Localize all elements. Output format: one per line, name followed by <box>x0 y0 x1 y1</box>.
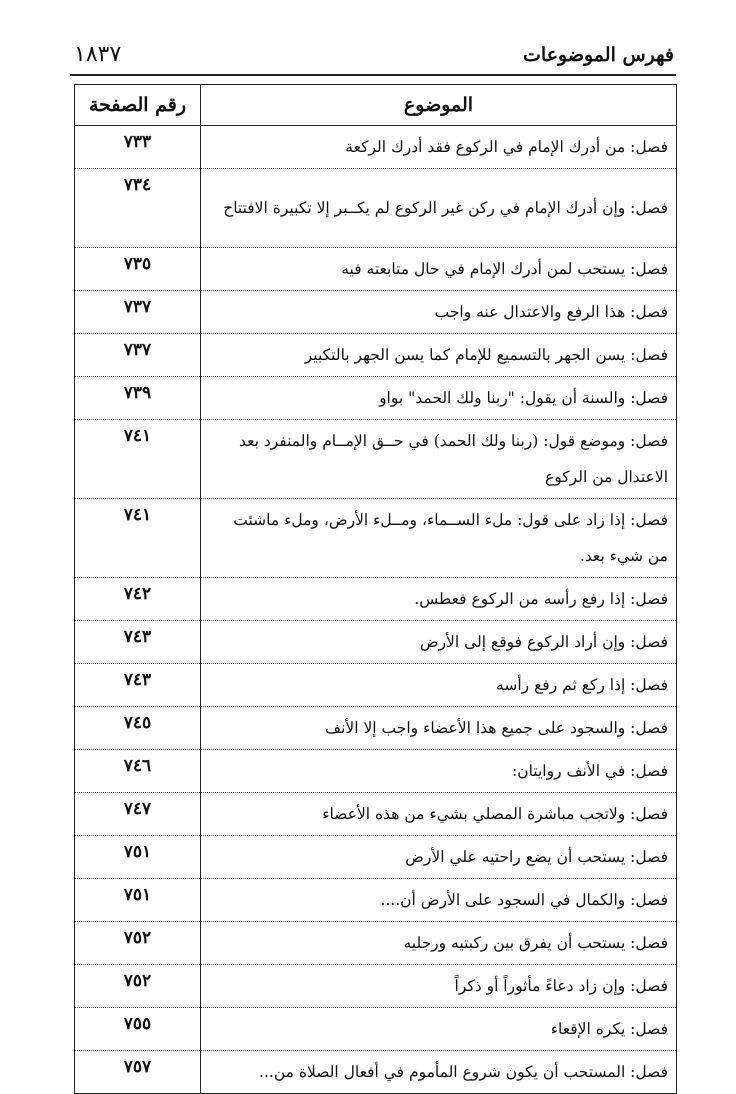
topic-cell: فصل: إذا رفع رأسه من الركوع فعطس. <box>201 578 677 621</box>
table-row <box>75 420 677 499</box>
topic-cell: فصل: يكره الإقعاء <box>201 1008 677 1051</box>
topic-cell: فصل: والسجود على جميع هذا الأعضاء واجب إلا الأنف <box>201 707 677 750</box>
page-cell: ٧٣٥ <box>75 248 201 291</box>
topic-cell: فصل: وإن أدرك الإمام في ركن غير الركوع لم يكــبر إلا تكبيرة الافتتاح <box>201 169 677 248</box>
topic-cell: فصل: إذا زاد على قول: ملء الســماء، ومــلء الأرض، وملء ماشئت من شيء بعد. <box>201 499 677 578</box>
table-row <box>75 879 677 922</box>
page-number: ١٨٣٧ <box>74 42 122 67</box>
page-header <box>70 40 676 76</box>
topic-cell: فصل: يسن الجهر بالتسميع للإمام كما يسن الجهر بالتكبير <box>201 334 677 377</box>
table-row <box>75 1008 677 1051</box>
running-title: فهرس الموضوعات <box>523 44 674 66</box>
topic-cell: فصل: في الأنف روايتان: <box>201 750 677 793</box>
topic-cell: فصل: يستحب أن يفرق بين ركبتيه ورجليه <box>201 922 677 965</box>
topic-cell: فصل: هذا الرفع والاعتدال عنه واجب <box>201 291 677 334</box>
page-cell: ٧٣٣ <box>75 126 201 169</box>
table-row <box>75 707 677 750</box>
page-cell: ٧٥٧ <box>75 1051 201 1094</box>
table-row <box>75 836 677 879</box>
table-row <box>75 1051 677 1094</box>
table-row <box>75 291 677 334</box>
topic-cell: فصل: إذا ركع ثم رفع رأسه <box>201 664 677 707</box>
table-row <box>75 578 677 621</box>
topic-cell: فصل: وموضع قول: (ربنا ولك الحمد) في حــق الإمــام والمنفرد بعد الاعتدال من الركوع <box>201 420 677 499</box>
table-row <box>75 334 677 377</box>
page-cell: ٧٤٦ <box>75 750 201 793</box>
topic-cell: فصل: والكمال في السجود على الأرض أن.... <box>201 879 677 922</box>
column-header-page: رقم الصفحة <box>75 85 201 126</box>
table-header-row <box>75 85 677 126</box>
topic-cell: فصل: وإن زاد دعاءً مأثوراً أو ذكراً <box>201 965 677 1008</box>
table-row <box>75 377 677 420</box>
page-cell: ٧٥٢ <box>75 922 201 965</box>
page-cell: ٧٤٧ <box>75 793 201 836</box>
table-row <box>75 965 677 1008</box>
topic-cell: فصل: وإن أراد الركوع فوقع إلى الأرض <box>201 621 677 664</box>
table-row <box>75 499 677 578</box>
page-cell: ٧٤١ <box>75 420 201 499</box>
page-cell: ٧٥١ <box>75 836 201 879</box>
topic-cell: فصل: يستحب أن يضع راحتيه علي الأرض <box>201 836 677 879</box>
topic-cell: فصل: المستحب أن يكون شروع المأموم في أفعال الصلاة من... <box>201 1051 677 1094</box>
toc-table <box>74 84 677 1094</box>
topic-cell: فصل: من أدرك الإمام في الركوع فقد أدرك الركعة <box>201 126 677 169</box>
page-cell: ٧٣٧ <box>75 291 201 334</box>
page-cell: ٧٤١ <box>75 499 201 578</box>
page-cell: ٧٤٣ <box>75 664 201 707</box>
page-cell: ٧٣٤ <box>75 169 201 248</box>
table-row <box>75 793 677 836</box>
column-header-topic: الموضوع <box>201 85 677 126</box>
page-cell: ٧٤٢ <box>75 578 201 621</box>
topic-cell: فصل: والسنة أن يقول: "ربنا ولك الحمد" بواو <box>201 377 677 420</box>
table-row <box>75 621 677 664</box>
table-row <box>75 126 677 169</box>
table-row <box>75 248 677 291</box>
table-row <box>75 922 677 965</box>
table-row <box>75 169 677 248</box>
page-cell: ٧٣٧ <box>75 334 201 377</box>
page-cell: ٧٤٣ <box>75 621 201 664</box>
page-cell: ٧٥١ <box>75 879 201 922</box>
page-cell: ٧٥٥ <box>75 1008 201 1051</box>
table-row <box>75 750 677 793</box>
page-cell: ٧٣٩ <box>75 377 201 420</box>
topic-cell: فصل: ولاتجب مباشرة المصلي بشيء من هذه الأعضاء <box>201 793 677 836</box>
page-cell: ٧٥٢ <box>75 965 201 1008</box>
page-cell: ٧٤٥ <box>75 707 201 750</box>
table-row <box>75 664 677 707</box>
topic-cell: فصل: يستحب لمن أدرك الإمام في حال متابعته فيه <box>201 248 677 291</box>
